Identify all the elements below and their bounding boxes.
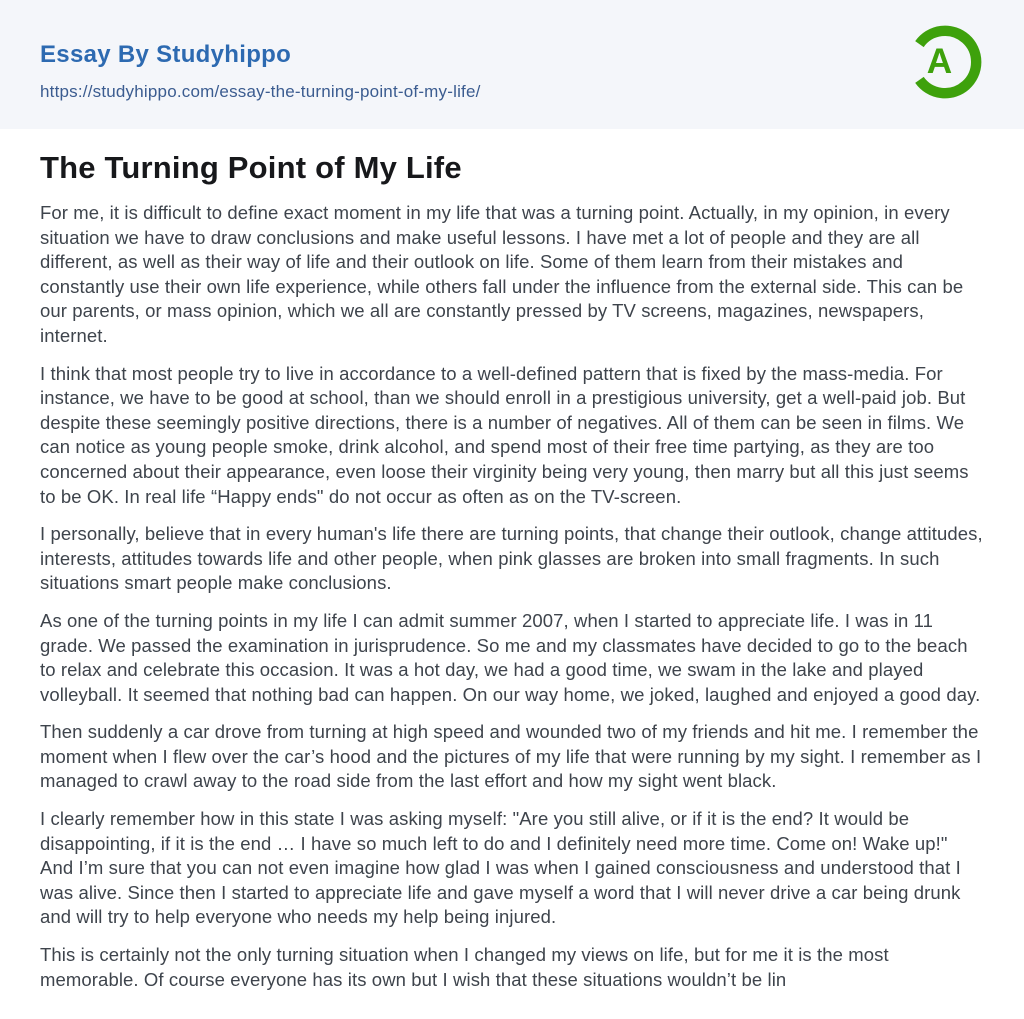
logo-arc-icon — [905, 22, 985, 102]
essay-body — [40, 201, 984, 992]
essay-paragraph: As one of the turning points in my life I can admit summer 2007, when I started to appreciate life. I was in 11 grade. We passed the examination in jurisprudence. So me and my classmates have decided to go to the beach to relax and celebrate this occasion. It was a hot day, we had a good time, we swam in the lake and played volleyball. It seemed that nothing bad can happen. On our way home, we joked, laughed and enjoyed a good day. — [40, 609, 981, 705]
essay-paragraph: I personally, believe that in every human's life there are turning points, that change their outlook, change attitudes, interests, attitudes towards life and other people, when pink glasses are broken into small fragments. In such situations smart people make conclusions. — [40, 523, 983, 594]
essay-paragraph: For me, it is difficult to define exact moment in my life that was a turning point. Actually, in my opinion, in every situation we have to draw conclusions and make useful lessons. I have met a lot of people and they are all different, as well as their way of life and their outlook on life. Some of them learn from their mistakes and constantly use their own life experience, while others fall under the influence from the external side. This can be our parents, or mass opinion, which we all are constantly pressed by TV screens, magazines, newspapers, internet. — [40, 202, 964, 346]
essay-paragraph: Then suddenly a car drove from turning at high speed and wounded two of my friends and hit me. I remember the moment when I flew over the car’s hood and the pictures of my life that were running by my sight. I remember as I managed to crawl away to the road side from the last effort and how my sight went black. — [40, 721, 982, 792]
site-label: Essay By Studyhippo — [40, 41, 292, 68]
essay-title: The Turning Point of My Life — [40, 150, 462, 185]
essay-paragraph: I clearly remember how in this state I was asking myself: "Are you still alive, or if it is the end? It would be disappointing, if it is the end … I have so much left to do and I definitely need more time. Come on! Wake up!" And I’m sure that you can not even imagine how glad I was when I gained consciousness and understood that I was alive. Since then I started to appreciate life and gave myself a word that I will never drive a car being drunk and will try to help everyone who needs my help being injured. — [40, 808, 961, 928]
essay-url-link[interactable]: https://studyhippo.com/essay-the-turning-point-of-my-life/ — [40, 82, 481, 101]
article-container — [0, 129, 1024, 992]
logo-letter: A — [926, 42, 953, 82]
page-header — [0, 0, 1024, 129]
studyhippo-logo-icon — [905, 22, 985, 102]
essay-paragraph: This is certainly not the only turning situation when I changed my views on life, but for me it is the most memorable. Of course everyone has its own but I wish that these situations wouldn’t be lin — [40, 944, 889, 990]
essay-paragraph: I think that most people try to live in accordance to a well-defined pattern that is fixed by the mass-media. For instance, we have to be good at school, than we should enroll in a prestigious university, get a well-paid job. But despite these seemingly positive directions, there is a number of negatives. All of them can be seen in films. We can notice as young people smoke, drink alcohol, and spend most of their free time partying, as they are too concerned about their appearance, even loose their virginity being very young, then marry but all this just seems to be OK. In real life “Happy ends" do not occur as often as on the TV-screen. — [40, 362, 969, 507]
